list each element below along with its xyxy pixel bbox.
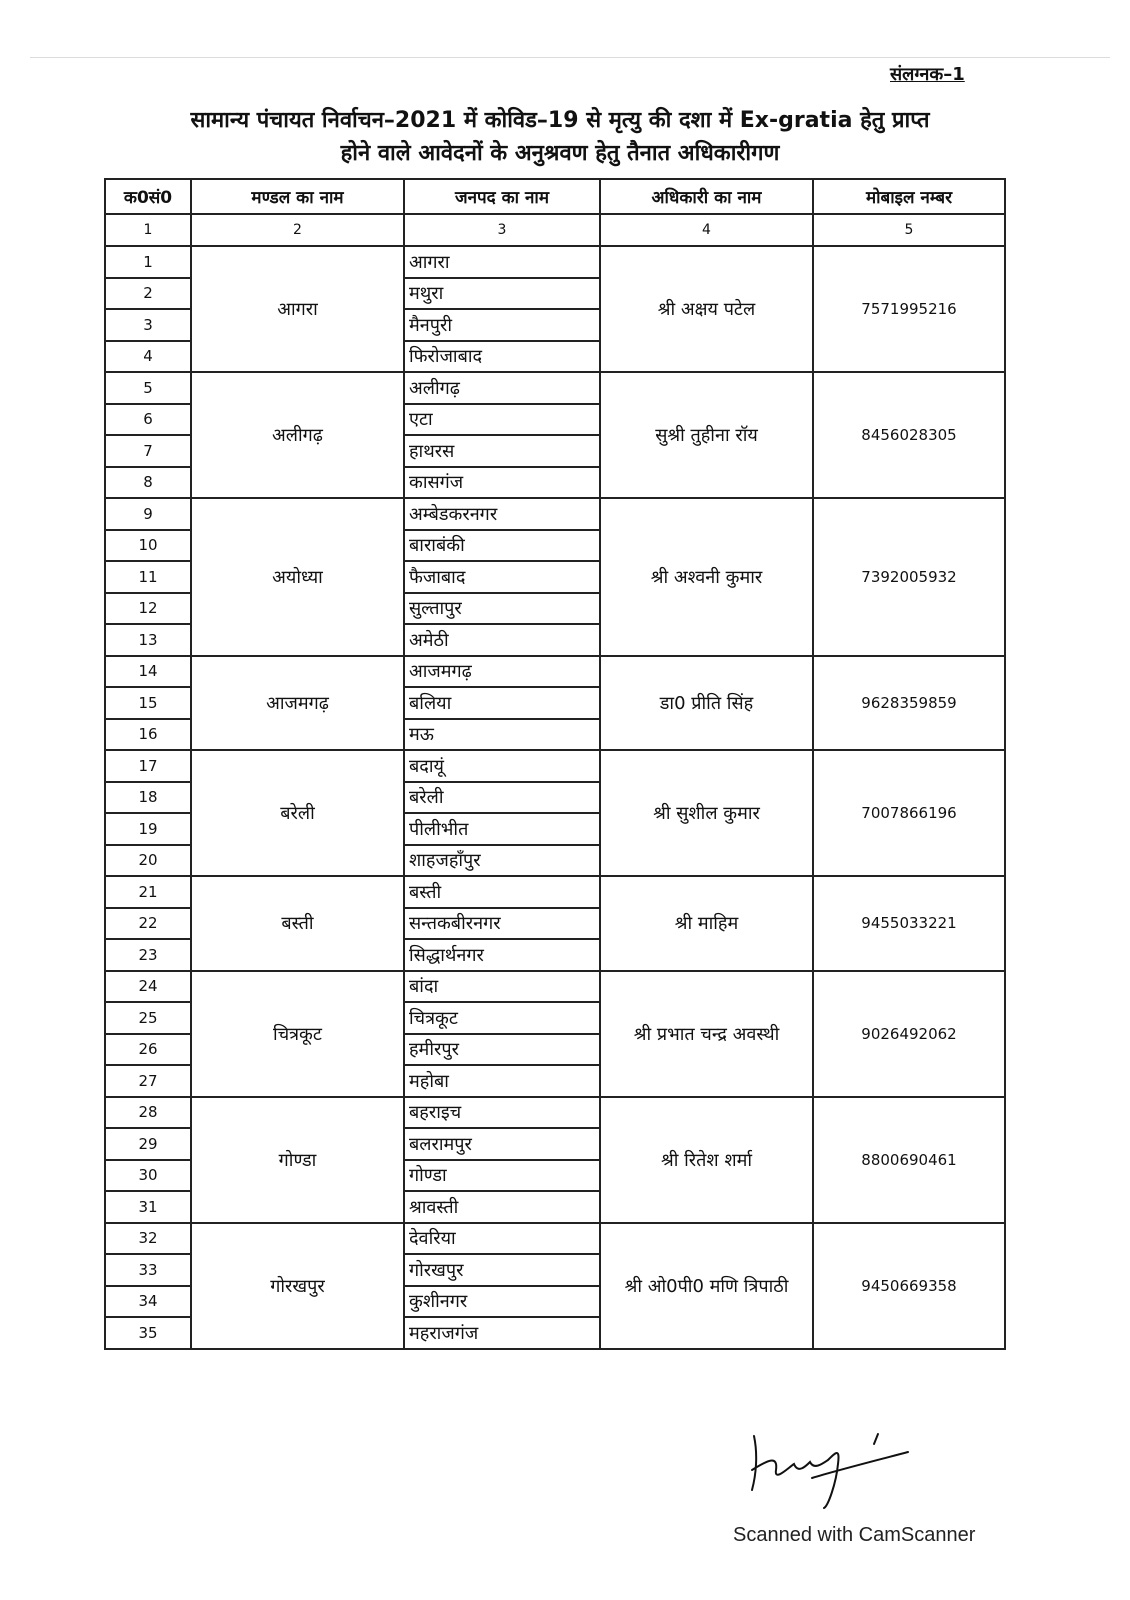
mobile-cell: 7007866196	[813, 750, 1005, 876]
document-title	[100, 104, 1020, 170]
serial-number-cell: 29	[105, 1128, 191, 1160]
column-number: 3	[404, 214, 600, 246]
table-row	[105, 498, 1005, 530]
serial-number-cell: 17	[105, 750, 191, 782]
serial-number-cell: 22	[105, 908, 191, 940]
table-body	[105, 246, 1005, 1349]
division-cell: बरेली	[191, 750, 404, 876]
serial-number-cell: 32	[105, 1223, 191, 1255]
district-cell: सिद्धार्थनगर	[404, 939, 600, 971]
top-divider	[30, 57, 1110, 58]
district-cell: बरेली	[404, 782, 600, 814]
district-cell: अलीगढ़	[404, 372, 600, 404]
serial-number-cell: 26	[105, 1034, 191, 1066]
division-cell: बस्ती	[191, 876, 404, 971]
serial-number-cell: 1	[105, 246, 191, 278]
mobile-cell: 9026492062	[813, 971, 1005, 1097]
officer-cell: श्री सुशील कुमार	[600, 750, 813, 876]
serial-number-cell: 28	[105, 1097, 191, 1129]
serial-number-cell: 24	[105, 971, 191, 1003]
officer-cell: श्री अक्षय पटेल	[600, 246, 813, 372]
district-cell: फैजाबाद	[404, 561, 600, 593]
serial-number-cell: 18	[105, 782, 191, 814]
mobile-cell: 8456028305	[813, 372, 1005, 498]
officer-cell: डा0 प्रीति सिंह	[600, 656, 813, 751]
column-number-row	[105, 214, 1005, 246]
header-officer: अधिकारी का नाम	[600, 179, 813, 214]
serial-number-cell: 19	[105, 813, 191, 845]
table-row	[105, 971, 1005, 1003]
division-cell: चित्रकूट	[191, 971, 404, 1097]
district-cell: चित्रकूट	[404, 1002, 600, 1034]
serial-number-cell: 20	[105, 845, 191, 877]
serial-number-cell: 5	[105, 372, 191, 404]
serial-number-cell: 15	[105, 687, 191, 719]
table-row	[105, 750, 1005, 782]
officer-cell: श्री प्रभात चन्द्र अवस्थी	[600, 971, 813, 1097]
district-cell: सन्तकबीरनगर	[404, 908, 600, 940]
district-cell: बलरामपुर	[404, 1128, 600, 1160]
district-cell: पीलीभीत	[404, 813, 600, 845]
column-number: 5	[813, 214, 1005, 246]
district-cell: कासगंज	[404, 467, 600, 499]
district-cell: बस्ती	[404, 876, 600, 908]
title-line-1: सामान्य पंचायत निर्वाचन–2021 में कोविड–19 से मृत्यु की दशा में Ex-gratia हेतु प्राप्त	[190, 108, 930, 133]
district-cell: शाहजहाँपुर	[404, 845, 600, 877]
table-row	[105, 246, 1005, 278]
serial-number-cell: 8	[105, 467, 191, 499]
mobile-cell: 9450669358	[813, 1223, 1005, 1349]
serial-number-cell: 12	[105, 593, 191, 625]
table-row	[105, 1223, 1005, 1255]
header-mobile: मोबाइल नम्बर	[813, 179, 1005, 214]
district-cell: एटा	[404, 404, 600, 436]
division-cell: गोण्डा	[191, 1097, 404, 1223]
district-cell: कुशीनगर	[404, 1286, 600, 1318]
division-cell: आगरा	[191, 246, 404, 372]
signature-image	[748, 1430, 928, 1510]
table-row	[105, 1097, 1005, 1129]
serial-number-cell: 34	[105, 1286, 191, 1318]
column-number: 2	[191, 214, 404, 246]
officer-cell: श्री रितेश शर्मा	[600, 1097, 813, 1223]
header-district: जनपद का नाम	[404, 179, 600, 214]
serial-number-cell: 9	[105, 498, 191, 530]
district-cell: फिरोजाबाद	[404, 341, 600, 373]
title-line-2: होने वाले आवेदनों के अनुश्रवण हेतु तैनात अधिकारीगण	[340, 141, 780, 166]
district-cell: श्रावस्ती	[404, 1191, 600, 1223]
serial-number-cell: 11	[105, 561, 191, 593]
serial-number-cell: 16	[105, 719, 191, 751]
mobile-cell: 8800690461	[813, 1097, 1005, 1223]
serial-number-cell: 10	[105, 530, 191, 562]
column-number: 4	[600, 214, 813, 246]
column-number: 1	[105, 214, 191, 246]
division-cell: आजमगढ़	[191, 656, 404, 751]
district-cell: आगरा	[404, 246, 600, 278]
district-cell: देवरिया	[404, 1223, 600, 1255]
serial-number-cell: 3	[105, 309, 191, 341]
serial-number-cell: 33	[105, 1254, 191, 1286]
serial-number-cell: 2	[105, 278, 191, 310]
serial-number-cell: 7	[105, 435, 191, 467]
officer-cell: श्री माहिम	[600, 876, 813, 971]
division-cell: अलीगढ़	[191, 372, 404, 498]
division-cell: गोरखपुर	[191, 1223, 404, 1349]
serial-number-cell: 25	[105, 1002, 191, 1034]
district-cell: बाराबंकी	[404, 530, 600, 562]
district-cell: अम्बेडकरनगर	[404, 498, 600, 530]
district-cell: महराजगंज	[404, 1317, 600, 1349]
mobile-cell: 9628359859	[813, 656, 1005, 751]
serial-number-cell: 27	[105, 1065, 191, 1097]
table-row	[105, 656, 1005, 688]
district-cell: अमेठी	[404, 624, 600, 656]
district-cell: गोण्डा	[404, 1160, 600, 1192]
serial-number-cell: 4	[105, 341, 191, 373]
district-cell: सुल्तापुर	[404, 593, 600, 625]
header-row	[105, 179, 1005, 214]
district-cell: बांदा	[404, 971, 600, 1003]
district-cell: आजमगढ़	[404, 656, 600, 688]
district-cell: बदायूं	[404, 750, 600, 782]
serial-number-cell: 14	[105, 656, 191, 688]
district-cell: मऊ	[404, 719, 600, 751]
mobile-cell: 9455033221	[813, 876, 1005, 971]
mobile-cell: 7392005932	[813, 498, 1005, 656]
district-cell: हमीरपुर	[404, 1034, 600, 1066]
header-division: मण्डल का नाम	[191, 179, 404, 214]
officer-cell: श्री अश्वनी कुमार	[600, 498, 813, 656]
officer-cell: सुश्री तुहीना रॉय	[600, 372, 813, 498]
serial-number-cell: 13	[105, 624, 191, 656]
serial-number-cell: 23	[105, 939, 191, 971]
district-cell: मथुरा	[404, 278, 600, 310]
header-serial: क0सं0	[105, 179, 191, 214]
serial-number-cell: 35	[105, 1317, 191, 1349]
district-cell: मैनपुरी	[404, 309, 600, 341]
officers-table	[104, 178, 1006, 1350]
serial-number-cell: 30	[105, 1160, 191, 1192]
serial-number-cell: 21	[105, 876, 191, 908]
serial-number-cell: 31	[105, 1191, 191, 1223]
district-cell: बहराइच	[404, 1097, 600, 1129]
district-cell: गोरखपुर	[404, 1254, 600, 1286]
division-cell: अयोध्या	[191, 498, 404, 656]
scanner-watermark: Scanned with CamScanner	[733, 1524, 976, 1546]
table-row	[105, 372, 1005, 404]
district-cell: बलिया	[404, 687, 600, 719]
mobile-cell: 7571995216	[813, 246, 1005, 372]
table-row	[105, 876, 1005, 908]
annex-label: संलग्नक–1	[890, 64, 965, 85]
district-cell: हाथरस	[404, 435, 600, 467]
serial-number-cell: 6	[105, 404, 191, 436]
officer-cell: श्री ओ0पी0 मणि त्रिपाठी	[600, 1223, 813, 1349]
district-cell: महोबा	[404, 1065, 600, 1097]
